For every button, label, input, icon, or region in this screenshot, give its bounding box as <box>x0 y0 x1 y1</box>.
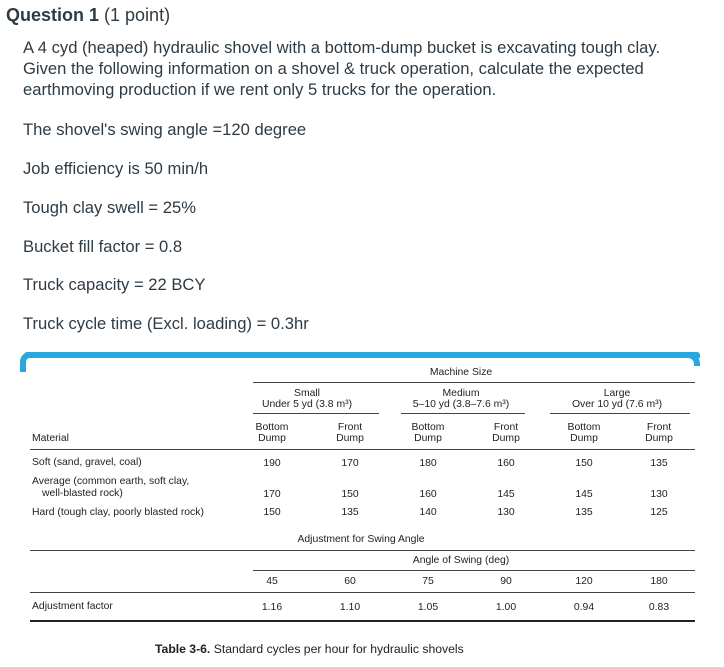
row-hard-material: Hard (tough clay, poorly blasted rock) <box>32 507 204 518</box>
given-fill-factor: Bucket fill factor = 0.8 <box>23 237 183 256</box>
row-average-cell: 145 <box>575 489 593 500</box>
cycles-table <box>20 352 700 664</box>
row-soft-cell: 160 <box>497 458 515 469</box>
size-small-range: Under 5 yd (3.8 m³) <box>261 399 353 410</box>
adjustment-label: Adjustment factor <box>32 601 113 612</box>
row-soft-material: Soft (sand, gravel, coal) <box>32 457 142 468</box>
size-medium-range: 5–10 yd (3.8–7.6 m³) <box>412 399 510 410</box>
row-soft-cell: 150 <box>575 458 593 469</box>
row-average-cell: 170 <box>263 489 281 500</box>
angle-cell: 45 <box>266 576 278 587</box>
row-hard-cell: 135 <box>575 507 593 518</box>
question-points: (1 point) <box>104 5 171 25</box>
row-hard-cell: 130 <box>497 507 515 518</box>
dump-header-6-l2: Dump <box>645 433 673 444</box>
machine-size-header: Machine Size <box>429 367 493 378</box>
given-swing-angle: The shovel's swing angle =120 degree <box>23 120 307 139</box>
row-hard-cell: 150 <box>263 507 281 518</box>
swing-title: Adjustment for Swing Angle <box>297 534 425 545</box>
material-header: Material <box>32 433 69 444</box>
header-rule <box>30 449 695 450</box>
row-hard-cell: 135 <box>341 507 359 518</box>
given-job-efficiency: Job efficiency is 50 min/h <box>23 159 209 178</box>
angle-cell: 90 <box>500 576 512 587</box>
swing-rule-sub <box>253 570 695 571</box>
size-medium-name: Medium <box>442 388 480 399</box>
row-hard-cell: 125 <box>650 507 668 518</box>
table-caption-number: Table 3-6. <box>155 642 211 656</box>
dump-header-6-l1: Front <box>646 422 672 433</box>
dump-header-2-l1: Front <box>337 422 363 433</box>
angle-cell: 180 <box>650 576 668 587</box>
large-rule <box>550 413 690 414</box>
question-stem: A 4 cyd (heaped) hydraulic shovel with a bottom-dump bucket is excavating tough clay. Given the following information on a shovel & truck operation, calculate the expected earthmoving production if we rent only 5 trucks for the operation. <box>23 38 661 99</box>
row-average-cell: 160 <box>419 489 437 500</box>
dump-header-1-l2: Dump <box>258 433 286 444</box>
medium-rule <box>401 413 525 414</box>
row-average-cell: 150 <box>341 489 359 500</box>
dump-header-5-l2: Dump <box>570 433 598 444</box>
question-title: Question 1 <box>6 5 100 25</box>
row-soft-cell: 170 <box>341 458 359 469</box>
row-soft-cell: 180 <box>419 458 437 469</box>
factor-cell: 1.00 <box>495 602 517 613</box>
row-soft-cell: 190 <box>263 458 281 469</box>
dump-header-3-l1: Bottom <box>411 422 445 433</box>
dump-header-4-l2: Dump <box>492 433 520 444</box>
factor-cell: 1.05 <box>417 602 439 613</box>
dump-header-5-l1: Bottom <box>567 422 601 433</box>
factor-cell: 1.16 <box>261 602 283 613</box>
factor-cell: 1.10 <box>339 602 361 613</box>
dump-header-1-l1: Bottom <box>255 422 289 433</box>
angle-cell: 120 <box>575 576 593 587</box>
size-small-name: Small <box>294 388 320 399</box>
row-average-cell: 130 <box>650 489 668 500</box>
row-average-material: Average (common earth, soft clay, <box>32 476 190 487</box>
angle-cell: 60 <box>344 576 356 587</box>
given-swell: Tough clay swell = 25% <box>23 198 196 217</box>
given-truck-capacity: Truck capacity = 22 BCY <box>23 275 206 294</box>
table-caption <box>155 642 464 656</box>
dump-header-2-l2: Dump <box>336 433 364 444</box>
dump-header-3-l2: Dump <box>414 433 442 444</box>
given-truck-cycle-time: Truck cycle time (Excl. loading) = 0.3hr <box>23 314 309 333</box>
angle-rule <box>30 592 695 593</box>
small-rule <box>253 413 379 414</box>
row-average-material-cont: well-blasted rock) <box>42 488 123 499</box>
row-average-cell: 145 <box>497 489 515 500</box>
dump-header-4-l1: Front <box>493 422 519 433</box>
table-corner-left <box>20 352 30 372</box>
swing-subheader: Angle of Swing (deg) <box>412 555 510 566</box>
question-header <box>6 5 170 26</box>
angle-cell: 75 <box>422 576 434 587</box>
table-caption-text: Standard cycles per hour for hydraulic shovels <box>210 642 464 656</box>
factor-cell: 0.94 <box>573 602 595 613</box>
factor-cell: 0.83 <box>648 602 670 613</box>
machine-size-rule <box>253 382 695 383</box>
size-large-name: Large <box>603 388 631 399</box>
table-bottom-rule <box>30 620 695 622</box>
size-large-range: Over 10 yd (7.6 m³) <box>571 399 663 410</box>
row-hard-cell: 140 <box>419 507 437 518</box>
table-top-bar <box>24 352 700 358</box>
row-soft-cell: 135 <box>650 458 668 469</box>
swing-rule-top <box>30 550 695 551</box>
